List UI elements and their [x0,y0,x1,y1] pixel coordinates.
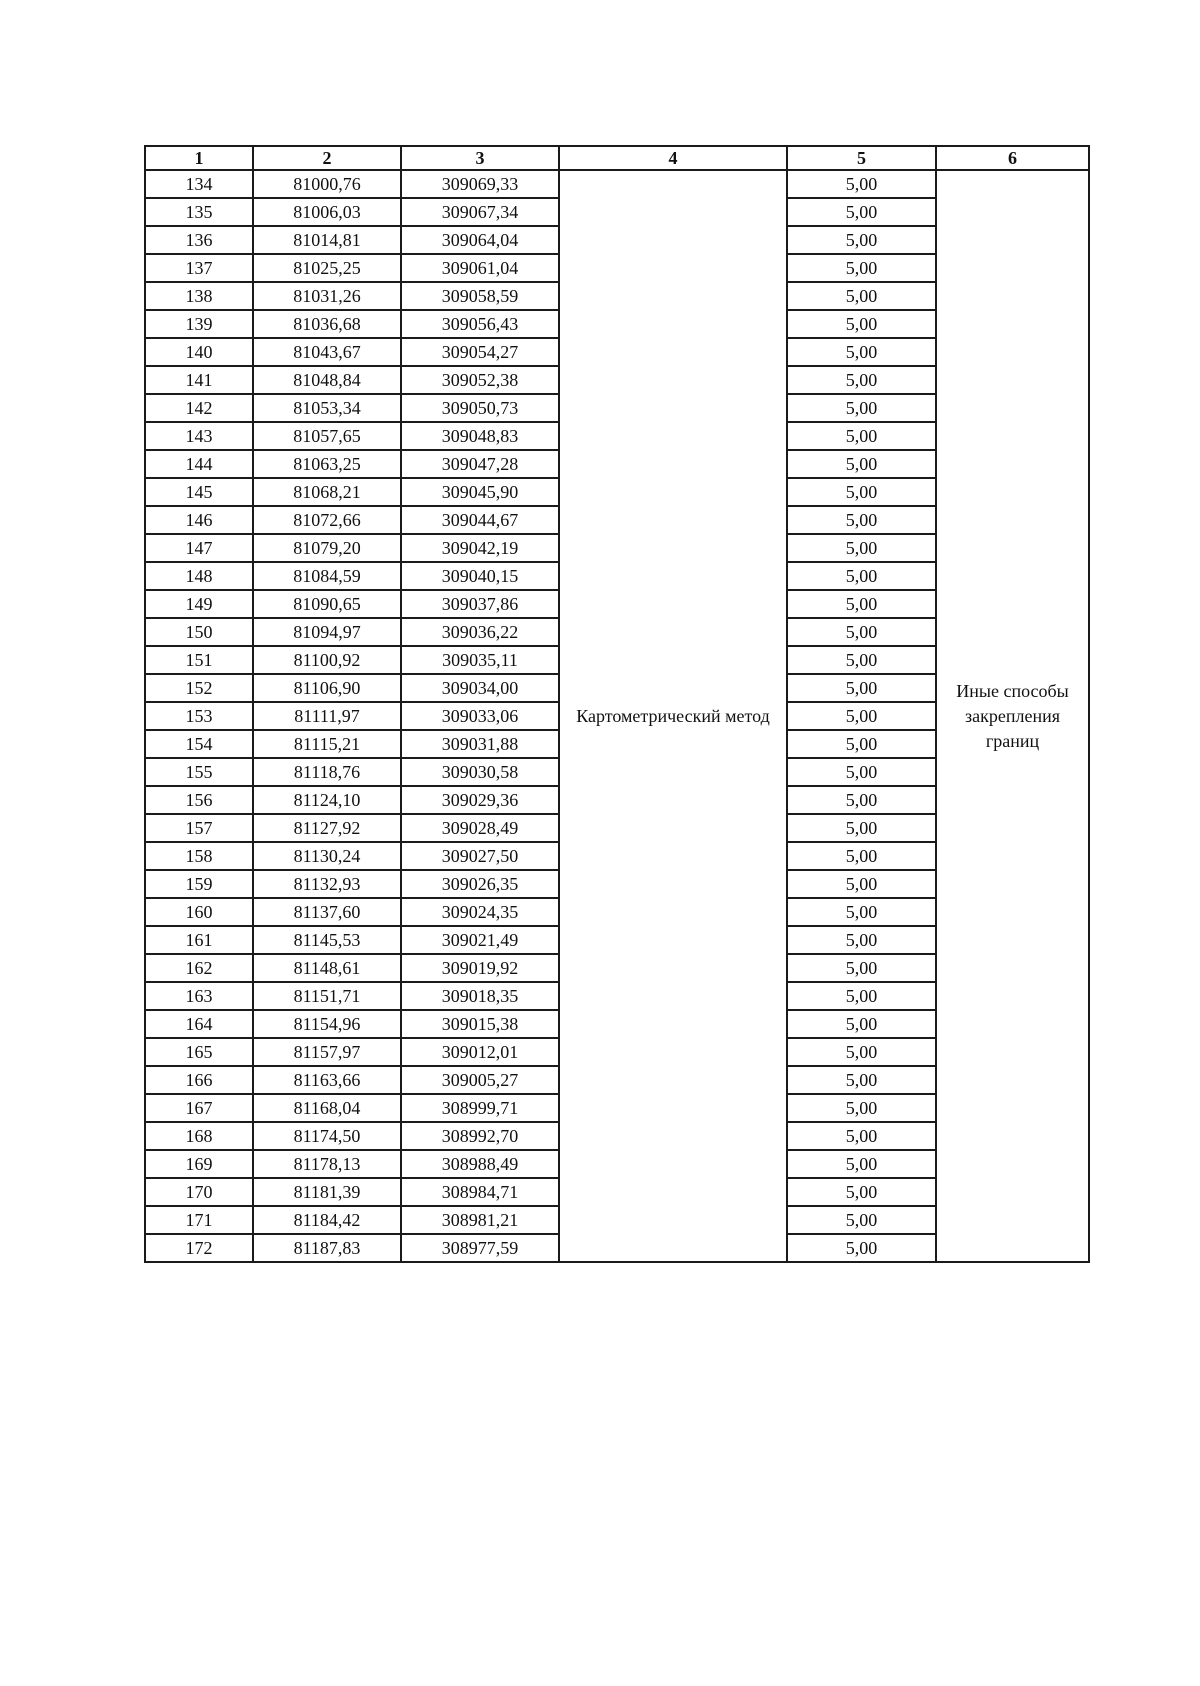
point-number-cell: 148 [145,562,253,590]
x-coordinate-cell: 81187,83 [253,1234,401,1262]
x-coordinate-cell: 81178,13 [253,1150,401,1178]
accuracy-cell: 5,00 [787,1150,936,1178]
y-coordinate-cell: 309045,90 [401,478,559,506]
x-coordinate-cell: 81148,61 [253,954,401,982]
y-coordinate-cell: 309021,49 [401,926,559,954]
x-coordinate-cell: 81151,71 [253,982,401,1010]
point-number-cell: 144 [145,450,253,478]
point-number-cell: 139 [145,310,253,338]
point-number-cell: 152 [145,674,253,702]
point-number-cell: 153 [145,702,253,730]
point-number-cell: 159 [145,870,253,898]
point-number-cell: 168 [145,1122,253,1150]
x-coordinate-cell: 81145,53 [253,926,401,954]
accuracy-cell: 5,00 [787,1066,936,1094]
y-coordinate-cell: 309048,83 [401,422,559,450]
accuracy-cell: 5,00 [787,646,936,674]
x-coordinate-cell: 81130,24 [253,842,401,870]
point-number-cell: 163 [145,982,253,1010]
y-coordinate-cell: 309037,86 [401,590,559,618]
x-coordinate-cell: 81154,96 [253,1010,401,1038]
point-number-cell: 147 [145,534,253,562]
x-coordinate-cell: 81100,92 [253,646,401,674]
x-coordinate-cell: 81036,68 [253,310,401,338]
point-number-cell: 166 [145,1066,253,1094]
y-coordinate-cell: 309044,67 [401,506,559,534]
y-coordinate-cell: 309024,35 [401,898,559,926]
accuracy-cell: 5,00 [787,534,936,562]
header-col-4: 4 [559,146,787,170]
header-col-3: 3 [401,146,559,170]
point-number-cell: 136 [145,226,253,254]
point-number-cell: 145 [145,478,253,506]
x-coordinate-cell: 81025,25 [253,254,401,282]
y-coordinate-cell: 309058,59 [401,282,559,310]
x-coordinate-cell: 81124,10 [253,786,401,814]
accuracy-cell: 5,00 [787,254,936,282]
y-coordinate-cell: 309019,92 [401,954,559,982]
x-coordinate-cell: 81053,34 [253,394,401,422]
accuracy-cell: 5,00 [787,898,936,926]
y-coordinate-cell: 309054,27 [401,338,559,366]
y-coordinate-cell: 309042,19 [401,534,559,562]
point-number-cell: 171 [145,1206,253,1234]
point-number-cell: 137 [145,254,253,282]
point-number-cell: 135 [145,198,253,226]
y-coordinate-cell: 308988,49 [401,1150,559,1178]
y-coordinate-cell: 309056,43 [401,310,559,338]
accuracy-cell: 5,00 [787,982,936,1010]
y-coordinate-cell: 309030,58 [401,758,559,786]
point-number-cell: 158 [145,842,253,870]
y-coordinate-cell: 309012,01 [401,1038,559,1066]
x-coordinate-cell: 81168,04 [253,1094,401,1122]
accuracy-cell: 5,00 [787,338,936,366]
x-coordinate-cell: 81048,84 [253,366,401,394]
x-coordinate-cell: 81127,92 [253,814,401,842]
accuracy-cell: 5,00 [787,450,936,478]
y-coordinate-cell: 308999,71 [401,1094,559,1122]
x-coordinate-cell: 81068,21 [253,478,401,506]
point-number-cell: 167 [145,1094,253,1122]
x-coordinate-cell: 81106,90 [253,674,401,702]
header-row [145,146,1089,170]
accuracy-cell: 5,00 [787,226,936,254]
x-coordinate-cell: 81118,76 [253,758,401,786]
accuracy-cell: 5,00 [787,478,936,506]
y-coordinate-cell: 309035,11 [401,646,559,674]
point-number-cell: 157 [145,814,253,842]
accuracy-cell: 5,00 [787,702,936,730]
point-number-cell: 155 [145,758,253,786]
accuracy-cell: 5,00 [787,1038,936,1066]
y-coordinate-cell: 309028,49 [401,814,559,842]
accuracy-cell: 5,00 [787,1122,936,1150]
accuracy-cell: 5,00 [787,366,936,394]
y-coordinate-cell: 309050,73 [401,394,559,422]
x-coordinate-cell: 81157,97 [253,1038,401,1066]
accuracy-cell: 5,00 [787,1234,936,1262]
y-coordinate-cell: 308977,59 [401,1234,559,1262]
y-coordinate-cell: 309027,50 [401,842,559,870]
x-coordinate-cell: 81031,26 [253,282,401,310]
x-coordinate-cell: 81006,03 [253,198,401,226]
point-number-cell: 172 [145,1234,253,1262]
point-number-cell: 150 [145,618,253,646]
point-number-cell: 134 [145,170,253,198]
x-coordinate-cell: 81115,21 [253,730,401,758]
y-coordinate-cell: 309036,22 [401,618,559,646]
accuracy-cell: 5,00 [787,730,936,758]
header-col-2: 2 [253,146,401,170]
point-number-cell: 151 [145,646,253,674]
y-coordinate-cell: 308992,70 [401,1122,559,1150]
y-coordinate-cell: 309067,34 [401,198,559,226]
y-coordinate-cell: 309026,35 [401,870,559,898]
point-number-cell: 154 [145,730,253,758]
point-number-cell: 161 [145,926,253,954]
y-coordinate-cell: 309052,38 [401,366,559,394]
point-number-cell: 138 [145,282,253,310]
x-coordinate-cell: 81014,81 [253,226,401,254]
y-coordinate-cell: 309064,04 [401,226,559,254]
point-number-cell: 142 [145,394,253,422]
point-number-cell: 143 [145,422,253,450]
point-number-cell: 141 [145,366,253,394]
fixing-method-cell: Иные способы закрепления границ [936,170,1089,1262]
accuracy-cell: 5,00 [787,954,936,982]
accuracy-cell: 5,00 [787,170,936,198]
accuracy-cell: 5,00 [787,590,936,618]
y-coordinate-cell: 308984,71 [401,1178,559,1206]
x-coordinate-cell: 81137,60 [253,898,401,926]
accuracy-cell: 5,00 [787,1094,936,1122]
x-coordinate-cell: 81184,42 [253,1206,401,1234]
table-body [145,170,1089,1262]
y-coordinate-cell: 309047,28 [401,450,559,478]
accuracy-cell: 5,00 [787,786,936,814]
accuracy-cell: 5,00 [787,310,936,338]
accuracy-cell: 5,00 [787,506,936,534]
y-coordinate-cell: 309029,36 [401,786,559,814]
accuracy-cell: 5,00 [787,842,936,870]
header-col-1: 1 [145,146,253,170]
accuracy-cell: 5,00 [787,1206,936,1234]
x-coordinate-cell: 81163,66 [253,1066,401,1094]
point-number-cell: 165 [145,1038,253,1066]
x-coordinate-cell: 81072,66 [253,506,401,534]
point-number-cell: 169 [145,1150,253,1178]
x-coordinate-cell: 81174,50 [253,1122,401,1150]
point-number-cell: 170 [145,1178,253,1206]
x-coordinate-cell: 81181,39 [253,1178,401,1206]
point-number-cell: 146 [145,506,253,534]
x-coordinate-cell: 81094,97 [253,618,401,646]
y-coordinate-cell: 309005,27 [401,1066,559,1094]
accuracy-cell: 5,00 [787,198,936,226]
accuracy-cell: 5,00 [787,394,936,422]
x-coordinate-cell: 81111,97 [253,702,401,730]
x-coordinate-cell: 81043,67 [253,338,401,366]
x-coordinate-cell: 81063,25 [253,450,401,478]
accuracy-cell: 5,00 [787,926,936,954]
point-number-cell: 164 [145,1010,253,1038]
y-coordinate-cell: 309061,04 [401,254,559,282]
coordinates-table [144,145,1090,1263]
point-number-cell: 160 [145,898,253,926]
point-number-cell: 149 [145,590,253,618]
point-number-cell: 156 [145,786,253,814]
method-cell: Картометрический метод [559,170,787,1262]
y-coordinate-cell: 309015,38 [401,1010,559,1038]
accuracy-cell: 5,00 [787,870,936,898]
accuracy-cell: 5,00 [787,814,936,842]
accuracy-cell: 5,00 [787,758,936,786]
y-coordinate-cell: 309031,88 [401,730,559,758]
x-coordinate-cell: 81079,20 [253,534,401,562]
y-coordinate-cell: 309018,35 [401,982,559,1010]
y-coordinate-cell: 309040,15 [401,562,559,590]
y-coordinate-cell: 309034,00 [401,674,559,702]
point-number-cell: 140 [145,338,253,366]
point-number-cell: 162 [145,954,253,982]
x-coordinate-cell: 81090,65 [253,590,401,618]
x-coordinate-cell: 81084,59 [253,562,401,590]
x-coordinate-cell: 81132,93 [253,870,401,898]
y-coordinate-cell: 309033,06 [401,702,559,730]
header-col-5: 5 [787,146,936,170]
y-coordinate-cell: 309069,33 [401,170,559,198]
accuracy-cell: 5,00 [787,618,936,646]
header-col-6: 6 [936,146,1089,170]
y-coordinate-cell: 308981,21 [401,1206,559,1234]
accuracy-cell: 5,00 [787,674,936,702]
x-coordinate-cell: 81000,76 [253,170,401,198]
table-row [145,170,1089,198]
accuracy-cell: 5,00 [787,1010,936,1038]
accuracy-cell: 5,00 [787,282,936,310]
accuracy-cell: 5,00 [787,562,936,590]
accuracy-cell: 5,00 [787,1178,936,1206]
x-coordinate-cell: 81057,65 [253,422,401,450]
accuracy-cell: 5,00 [787,422,936,450]
